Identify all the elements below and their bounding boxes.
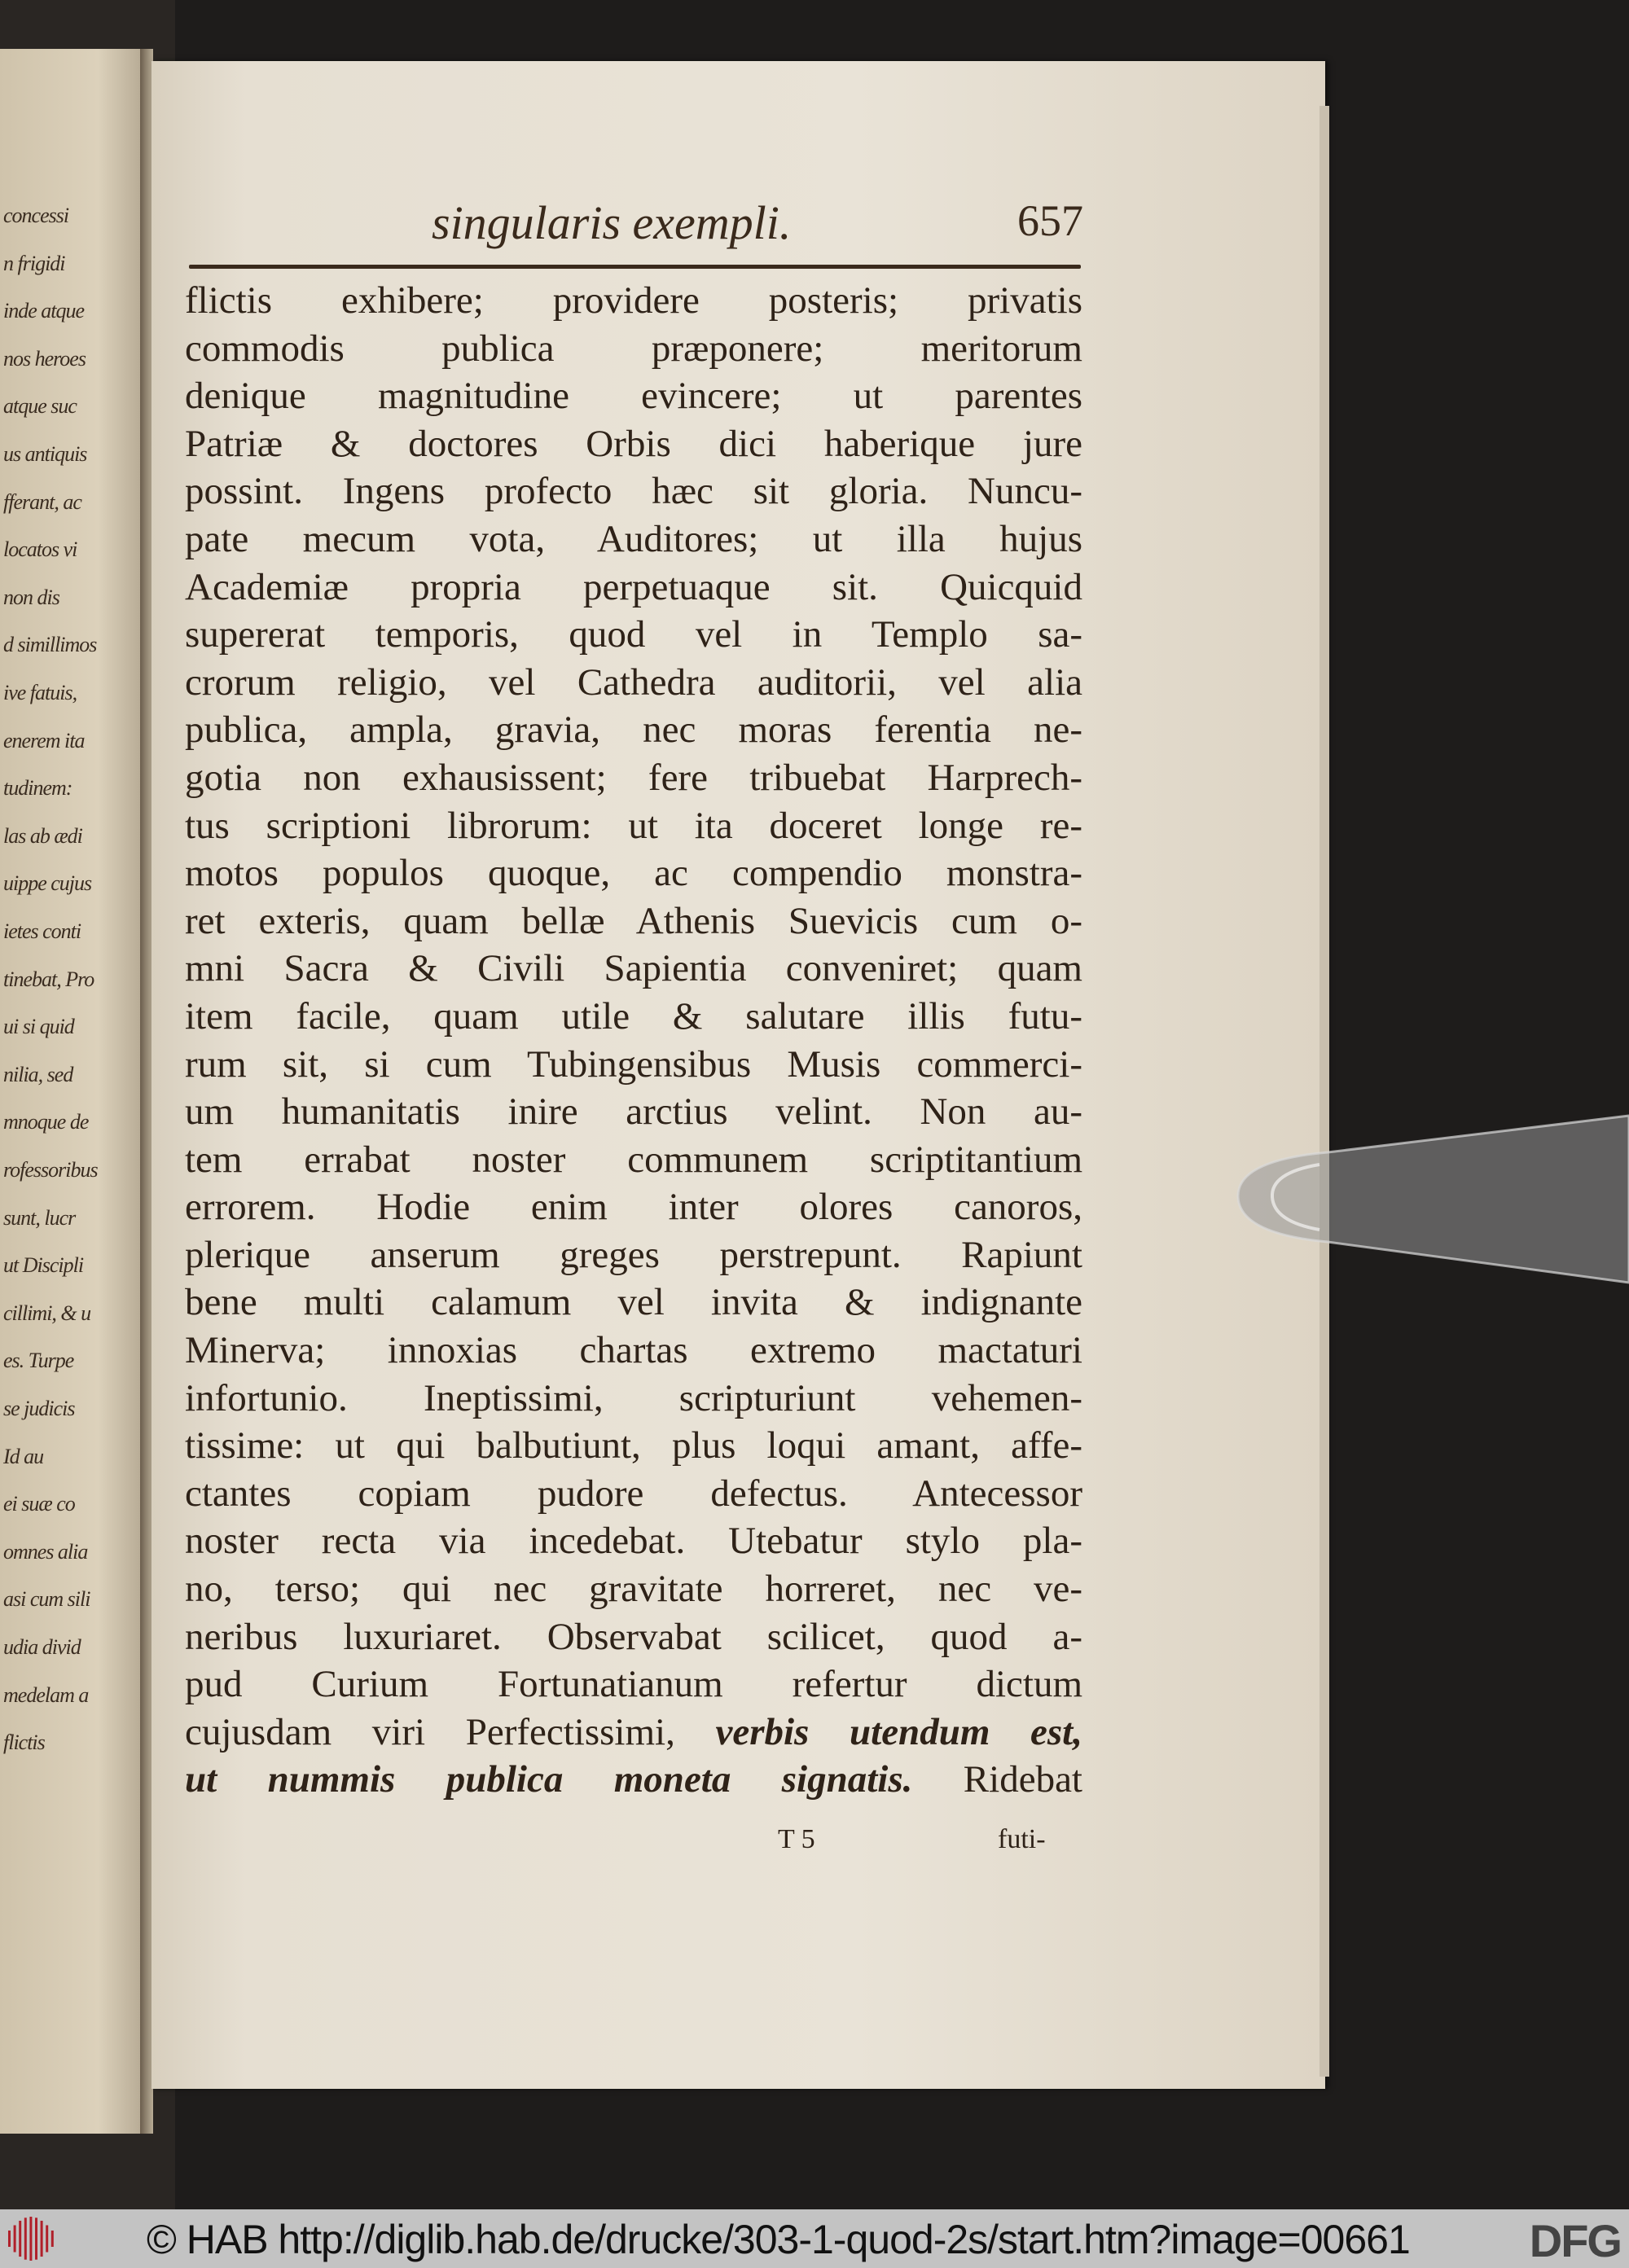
text-line: tus scriptioni librorum: ut ita doceret longe re- xyxy=(185,804,1082,847)
left-page-fragment: n frigidi xyxy=(3,251,65,275)
hab-logo-bar xyxy=(41,2221,43,2257)
hab-logo-bar xyxy=(8,2231,11,2247)
left-page-fragment: inde atque xyxy=(3,299,85,323)
body-text xyxy=(185,277,1082,1804)
text-line: pud Curium Fortunatianum refertur dictum xyxy=(185,1663,1082,1706)
text-line: neribus luxuriaret. Observabat scilicet, quod a- xyxy=(185,1615,1082,1658)
left-page-fragment: ui si quid xyxy=(3,1015,74,1039)
left-page-fragment: udia divid xyxy=(3,1635,81,1659)
catchword: futi- xyxy=(998,1824,1046,1854)
left-page-fragment: mnoque de xyxy=(3,1110,89,1134)
text-line: publica, ampla, gravia, nec moras ferentia ne- xyxy=(185,708,1082,752)
running-head: singularis exempli. xyxy=(432,196,792,249)
text-line: no, terso; qui nec gravitate horreret, nec ve- xyxy=(185,1568,1082,1611)
left-page-fragment: locatos vi xyxy=(3,537,77,562)
left-page-fragment: ive fatuis, xyxy=(3,681,77,704)
footer-bar xyxy=(0,2209,1629,2268)
hab-logo-bar xyxy=(19,2221,21,2257)
left-page-fragment: concessi xyxy=(3,204,69,227)
hab-logo-bar xyxy=(14,2225,16,2252)
left-page-fragment: cillimi, & u xyxy=(3,1301,91,1325)
text-line: motos populos quoque, ac compendio monstra- xyxy=(185,852,1082,895)
hab-logo-bar xyxy=(35,2218,37,2259)
left-page-fragment: es. Turpe xyxy=(3,1349,74,1373)
left-page xyxy=(0,49,140,2134)
left-page-fragment: flictis xyxy=(3,1731,45,1755)
left-page-fragment: enerem ita xyxy=(3,728,85,752)
hab-logo-bar xyxy=(46,2225,48,2252)
text-roman: cujusdam viri Perfectissimi, xyxy=(185,1710,716,1753)
left-page-fragment: tinebat, Pro xyxy=(3,967,94,991)
text-line: noster recta via incedebat. Utebatur stylo pla- xyxy=(185,1520,1082,1563)
left-page-fragment: nos heroes xyxy=(3,346,86,371)
text-line: denique magnitudine evincere; ut parentes xyxy=(185,375,1082,418)
hab-logo-icon xyxy=(7,2216,57,2261)
left-page-fragment: atque suc xyxy=(3,394,77,419)
text-line: ret exteris, quam bellæ Athenis Suevicis cum o- xyxy=(185,899,1082,942)
page-header xyxy=(187,195,1083,252)
text-line: gotia non exhausissent; fere tribuebat Harprech- xyxy=(185,756,1082,799)
left-page-fragment: nilia, sed xyxy=(3,1062,73,1086)
text-line: mni Sacra & Civili Sapientia conveniret; quam xyxy=(185,947,1082,990)
left-page-fragment: uippe cujus xyxy=(3,871,92,896)
left-page-fragment: Id au xyxy=(3,1444,44,1468)
text-line xyxy=(185,1756,1082,1804)
dfg-logo: DFG xyxy=(1529,2215,1621,2266)
left-page-fragment: non dis xyxy=(3,585,59,609)
text-line: infortunio. Ineptissimi, scripturiunt vehemen- xyxy=(185,1376,1082,1419)
text-line: bene multi calamum vel invita & indignante xyxy=(185,1281,1082,1324)
left-page-fragment: ietes conti xyxy=(3,919,81,943)
text-line: flictis exhibere; providere posteris; privatis xyxy=(185,279,1082,322)
text-line: possint. Ingens profecto hæc sit gloria. Nuncu- xyxy=(185,470,1082,513)
left-page-fragment: asi cum sili xyxy=(3,1587,90,1612)
left-page-fragment: ei suæ co xyxy=(3,1492,75,1516)
text-italic: verbis utendum est, xyxy=(715,1710,1082,1753)
page-number: 657 xyxy=(1017,196,1083,245)
left-page-fragment: medelam a xyxy=(3,1682,89,1707)
text-line: errorem. Hodie enim inter olores canoros, xyxy=(185,1186,1082,1229)
left-page-fragment: rofessoribus xyxy=(3,1158,98,1182)
hab-logo-bar xyxy=(24,2218,27,2259)
text-line: Minerva; innoxias chartas extremo mactaturi xyxy=(185,1329,1082,1372)
text-line: um humanitatis inire arctius velint. Non au- xyxy=(185,1090,1082,1134)
text-line: crorum religio, vel Cathedra auditorii, vel alia xyxy=(185,660,1082,704)
text-line: pate mecum vota, Auditores; ut illa hujus xyxy=(185,517,1082,560)
page-clamp-icon xyxy=(1222,1083,1629,1303)
left-page-fragment: d simillimos xyxy=(3,633,97,657)
text-line: supererat temporis, quod vel in Templo sa- xyxy=(185,613,1082,656)
text-line: tissime: ut qui balbutiunt, plus loqui amant, affe- xyxy=(185,1424,1082,1467)
hab-logo-bar xyxy=(51,2231,54,2247)
left-page-fragment: omnes alia xyxy=(3,1539,88,1564)
text-line: commodis publica præponere; meritorum xyxy=(185,327,1082,370)
left-page-fragment: tudinem: xyxy=(3,776,72,801)
signature-mark: T 5 xyxy=(778,1824,815,1854)
text-line: rum sit, si cum Tubingensibus Musis commerci- xyxy=(185,1042,1082,1086)
left-page-fragment: las ab ædi xyxy=(3,823,82,848)
left-page-fragment: ut Discipli xyxy=(3,1253,84,1278)
text-line: tem errabat noster communem scriptitantium xyxy=(185,1138,1082,1181)
text-line: plerique anserum greges perstrepunt. Rapiunt xyxy=(185,1233,1082,1276)
text-roman: Ridebat xyxy=(912,1758,1082,1801)
text-line: Patriæ & doctores Orbis dici haberique jure xyxy=(185,422,1082,465)
hab-logo-bar xyxy=(29,2217,32,2261)
left-page-fragment: sunt, lucr xyxy=(3,1205,76,1230)
text-line: item facile, quam utile & salutare illis futu- xyxy=(185,994,1082,1037)
text-italic: ut nummis publica moneta signatis. xyxy=(185,1758,913,1801)
left-page-fragment: us antiquis xyxy=(3,442,87,466)
left-page-fragment: fferant, ac xyxy=(3,489,81,514)
left-page-fragment: se judicis xyxy=(3,1397,75,1420)
header-rule xyxy=(189,265,1081,269)
text-line xyxy=(185,1709,1082,1757)
text-line: Academiæ propria perpetuaque sit. Quicquid xyxy=(185,565,1082,608)
text-line: ctantes copiam pudore defectus. Antecessor xyxy=(185,1472,1082,1515)
copyright-url[interactable]: © HAB http://diglib.hab.de/drucke/303-1-quod-2s/start.htm?image=00661 xyxy=(147,2217,1410,2262)
